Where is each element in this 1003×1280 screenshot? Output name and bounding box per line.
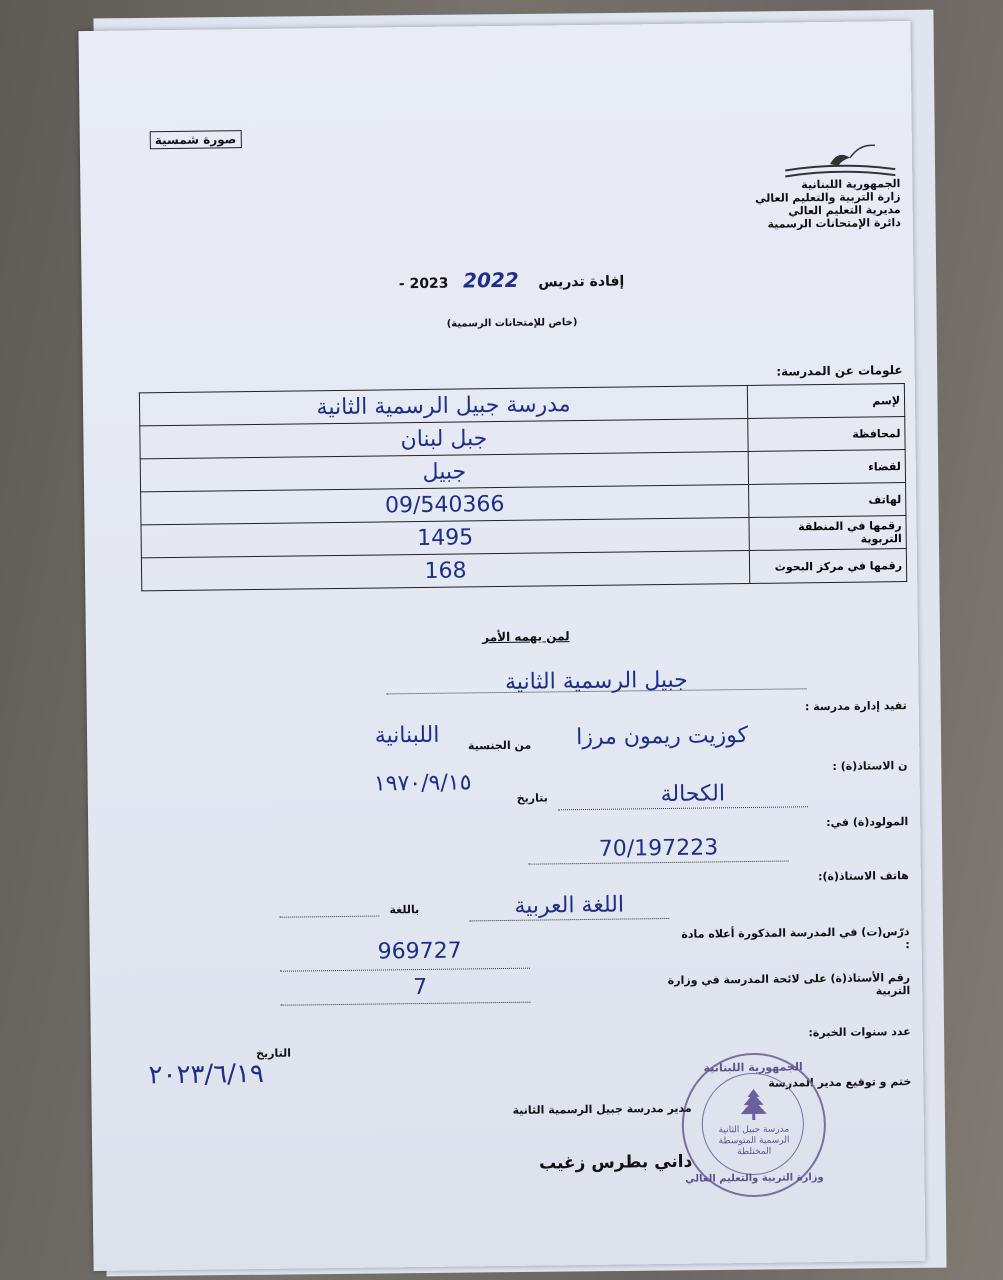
row-value: 09/540366	[141, 484, 749, 524]
teaches-label: درّس(ت) في المدرسة المذكورة أعلاه مادة :	[681, 925, 910, 952]
nationality-value: اللبنانية	[374, 722, 440, 749]
school-stamp	[681, 1052, 827, 1198]
directorate-line: مديرية التعليم العالي	[788, 203, 901, 218]
experience-value: 7	[413, 974, 428, 1001]
dob-value: ١٩٧٠/٩/١٥	[373, 770, 472, 797]
language-label: باللغة	[389, 903, 420, 917]
title-label: إفادة تدريس	[538, 273, 625, 291]
stamp-bottom-text: وزارة التربية والتعليم العالي	[685, 1172, 824, 1185]
department-line: دائرة الإمتحانات الرسمية	[767, 216, 901, 231]
row-label: لهاتف	[749, 483, 906, 518]
teacher-number-value: 969727	[377, 938, 462, 965]
row-label: لمحافظة	[748, 417, 905, 452]
document-page	[78, 21, 925, 1271]
stamp-top-text: الجمهورية اللبنانية	[703, 1060, 803, 1075]
director-name: داني بطرس زغيب	[538, 1151, 693, 1174]
school-section-heading: علومات عن المدرسة:	[776, 363, 903, 379]
title-year-print: 2023 -	[398, 275, 449, 293]
teacher-value: كوزيت ريمون مرزا	[576, 723, 749, 751]
row-value: مدرسة جبيل الرسمية الثانية	[139, 385, 747, 425]
teacher-label: ن الاستاذ(ة) :	[832, 759, 908, 773]
experience-label: عدد سنوات الخبرة:	[808, 1025, 911, 1040]
title-year-hand: 2022	[462, 267, 519, 293]
document-title	[381, 266, 641, 293]
ministry-line: زارة التربية والتعليم العالي	[754, 190, 901, 205]
school-admin-label: تفيد إدارة مدرسة :	[804, 699, 907, 714]
row-value: 1495	[141, 517, 749, 557]
dob-label: بتاريخ	[516, 791, 548, 805]
row-value: جبيل	[140, 451, 748, 491]
issuer-header	[730, 177, 901, 231]
photo-placeholder: صورة شمسية	[150, 130, 242, 149]
teacher-number-label: رقم الأستاذ(ة) على لائحة المدرسة في وزارة التربية	[667, 971, 911, 998]
date-value: ٢٠٢٣/٦/١٩	[148, 1058, 265, 1091]
republic-line: الجمهورية اللبنانية	[801, 177, 901, 192]
born-place-value: الكحالة	[660, 781, 726, 808]
row-label: لقضاء	[748, 450, 905, 485]
document-subtitle: (خاص للإمتحانات الرسمية)	[446, 317, 578, 330]
dotted-line	[279, 916, 379, 918]
dotted-line	[280, 968, 530, 972]
subject-value: اللغة العربية	[514, 892, 625, 919]
nationality-label: من الجنسية	[467, 738, 532, 753]
born-label: المولود(ة) في:	[826, 815, 909, 830]
date-label: التاريخ	[255, 1046, 292, 1061]
row-value: 168	[141, 550, 749, 590]
row-label: رقمها في المنطقة التربوية	[749, 516, 906, 551]
to-whom-heading: لمن يهمه الأمر	[482, 629, 570, 645]
teacher-phone-label: هاتف الاستاذ(ة):	[817, 869, 909, 884]
dotted-line	[280, 1002, 530, 1006]
row-label: رقمها في مركز البحوث	[749, 549, 906, 584]
row-value: جبل لبنان	[140, 418, 748, 458]
stamp-middle-text: مدرسة جبيل الثانية الرسمية المتوسطة المختلطة	[718, 1124, 790, 1158]
ministry-logo-icon	[780, 139, 900, 180]
teacher-phone-value: 70/197223	[598, 835, 719, 862]
school-admin-value: جبيل الرسمية الثانية	[504, 667, 688, 695]
director-title: مدير مدرسة جبيل الرسمية الثانية	[512, 1101, 692, 1117]
cedar-tree-icon	[737, 1087, 769, 1121]
school-info-table	[139, 383, 907, 591]
row-label: لإسم	[747, 384, 904, 419]
stamp-signature-label: ختم و توقيع مدير المدرسة	[768, 1075, 912, 1090]
dotted-line	[558, 806, 808, 810]
